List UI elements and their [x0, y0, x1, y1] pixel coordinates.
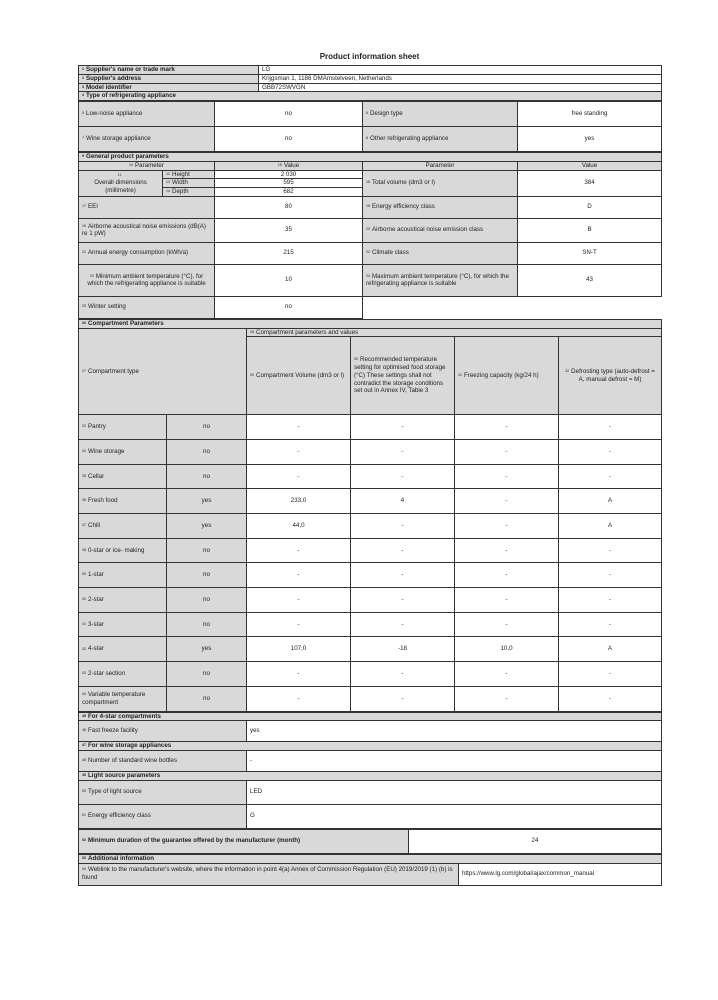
- compartment-volume-header: Compartment Volume (dm3 or l): [256, 371, 345, 379]
- compartment-table: 26 Compartment Parameters 27 Compartment type 28 Compartment parameters and values 29 Compartment Volume (dm3 or l) 30 Recommended temperature setting for optimised food storage (°C) These settings shall not contradict the storage conditions set out in Annex IV, Table 3 31 Freezing capacity (kg/24 h) 32 Defrosting type (auto-defrost = A, manual defrost = M) 33 Pantry no - - - - 34 Wine storage no - - - - 35 Cellar no - - - - 36 Fresh food yes 233,0 4 - A 37 Chill yes 44,0 - - A 38 0-star or ice- making no - - - - 39 1-star no - - - - 40 2-star no - - - - 41 3-star no - - - - 42 4-star yes 107,0 -18 10,0 A 43 2-star section no - - - - 44 Variable temperature compartment no - - - -: [78, 319, 662, 712]
- eei-value: 80: [215, 196, 363, 218]
- compartment-volume: -: [247, 563, 351, 588]
- parameter-header-left: Parameter: [135, 161, 164, 169]
- compartment-volume: 233,0: [247, 489, 351, 514]
- compartment-freezing: -: [455, 588, 559, 613]
- supplier-address-value: Krijgsman 1, 1186 DMAmstelveen, Netherlands: [259, 74, 662, 83]
- sheet-title: Product information sheet: [319, 52, 420, 61]
- compartment-name: 2-star: [88, 596, 104, 604]
- compartment-freezing: -: [455, 489, 559, 514]
- compartment-present: yes: [167, 489, 247, 514]
- compartment-row: [79, 489, 662, 514]
- compartment-name: 4-star: [88, 645, 104, 653]
- compartment-row: [79, 588, 662, 613]
- compartment-name: 1-star: [88, 571, 104, 579]
- climate-class-value: SN-T: [518, 242, 662, 264]
- light-type-label: Type of light source: [88, 788, 142, 796]
- compartment-number: 41: [82, 621, 86, 626]
- compartment-number: 40: [82, 597, 86, 602]
- compartment-number: 42: [82, 646, 86, 651]
- compartment-row: [79, 563, 662, 588]
- compartment-present: no: [167, 415, 247, 440]
- wine-bottles-value: -: [247, 751, 662, 772]
- compartment-temp: -: [351, 686, 455, 711]
- parameter-header-right: Parameter: [363, 161, 518, 170]
- value-header-right: Value: [518, 161, 662, 170]
- compartment-freezing: -: [455, 439, 559, 464]
- design-type-value: free standing: [518, 102, 662, 127]
- general-heading: General product parameters: [86, 153, 169, 160]
- compartment-volume: -: [247, 415, 351, 440]
- compartment-present: no: [167, 662, 247, 687]
- compartment-number: 43: [82, 671, 86, 676]
- height-value: 2 030: [215, 170, 363, 179]
- supplier-table: 1 Supplier's name or trade mark LG 2 Supplier's address Krijgsman 1, 1186 DMAmstelveen, Netherlands 3 Model identifier GBB72SWVGN 4 Type of refrigerating appliance: [78, 65, 662, 101]
- airborne-class-value: B: [518, 218, 662, 242]
- compartment-type-header: Compartment type: [88, 367, 139, 375]
- energy-class-label: Energy efficiency class: [372, 203, 435, 211]
- compartment-name: Pantry: [88, 423, 106, 431]
- compartment-row: [79, 415, 662, 440]
- compartment-defrost: A: [559, 489, 662, 514]
- compartment-defrost: -: [559, 415, 662, 440]
- compartment-freezing: -: [455, 662, 559, 687]
- compartment-freezing: -: [455, 415, 559, 440]
- compartment-volume: 107,0: [247, 637, 351, 662]
- compartment-defrost: A: [559, 637, 662, 662]
- compartment-freezing: -: [455, 612, 559, 637]
- compartment-defrost: -: [559, 662, 662, 687]
- compartment-temp: -: [351, 439, 455, 464]
- compartment-freezing: -: [455, 464, 559, 489]
- compartment-row: [79, 464, 662, 489]
- compartment-temp: -: [351, 563, 455, 588]
- min-temp-label: Minimum ambient temperature (°C), for which the refrigerating appliance is suitable: [87, 272, 206, 288]
- compartment-temp: -: [351, 662, 455, 687]
- compartment-present: no: [167, 538, 247, 563]
- compartment-name: Cellar: [88, 472, 105, 480]
- compartment-freezing: -: [455, 514, 559, 539]
- compartment-number: 44: [82, 692, 86, 697]
- design-type-label: Design type: [370, 110, 403, 118]
- compartment-number: 39: [82, 572, 86, 577]
- compartment-volume: -: [247, 588, 351, 613]
- compartment-defrost: -: [559, 563, 662, 588]
- compartment-present: no: [167, 686, 247, 711]
- model-identifier-value: GBB72SWVGN: [259, 83, 662, 92]
- compartment-freezing: -: [455, 686, 559, 711]
- supplier-address-label: Supplier's address: [86, 74, 142, 82]
- compartment-number: 33: [82, 424, 86, 429]
- wine-bottles-label: Number of standard wine bottles: [88, 757, 178, 765]
- depth-value: 682: [215, 188, 363, 197]
- type-table: 5 Low-noise appliance no 6 Design type free standing 7 Wine storage appliance no 8 Other refrigerating appliance yes: [78, 101, 662, 152]
- defrosting-type-header: Defrosting type (auto-defrost = A, manual defrost = M): [571, 368, 655, 383]
- compartment-name: 3-star: [88, 620, 104, 628]
- supplier-name-label: Supplier's name or trade mark: [86, 66, 175, 73]
- supplier-name-value: LG: [259, 66, 662, 75]
- compartment-row: [79, 538, 662, 563]
- four-star-heading: For 4-star compartments: [88, 712, 161, 720]
- wine-heading: For wine storage appliances: [88, 742, 172, 750]
- weblink-value[interactable]: https://www.lg.com/global/ajax/common_manual: [459, 863, 662, 885]
- compartment-name: 0-star or ice- making: [88, 546, 145, 554]
- compartment-values-heading: Compartment parameters and values: [256, 328, 359, 336]
- model-identifier-label: Model identifier: [86, 83, 132, 91]
- compartment-present: no: [167, 588, 247, 613]
- light-class-label: Energy efficiency class: [88, 812, 151, 820]
- compartment-volume: -: [247, 612, 351, 637]
- compartment-volume: -: [247, 662, 351, 687]
- compartment-name: Variable temperature compartment: [82, 690, 146, 706]
- energy-class-value: D: [518, 196, 662, 218]
- compartment-volume: -: [247, 464, 351, 489]
- light-class-value: G: [247, 804, 662, 828]
- wine-storage-label: Wine storage appliance: [86, 135, 151, 143]
- compartment-volume: -: [247, 439, 351, 464]
- guarantee-label: Minimum duration of the guarantee offered by the manufacturer (month): [88, 837, 301, 845]
- compartment-defrost: -: [559, 464, 662, 489]
- low-noise-label: Low-noise appliance: [86, 110, 143, 118]
- compartment-defrost: -: [559, 439, 662, 464]
- additional-table: 53 Additional information 54 Weblink to the manufacturer's website, where the information in point 4(a) Annex of Commission Regulation (EU) 2019/2019 (1) (b) is found https://www.lg.com/global/ajax/common_manual: [78, 854, 662, 886]
- other-appliance-label: Other refrigerating appliance: [370, 135, 449, 143]
- compartment-temp: -: [351, 612, 455, 637]
- compartment-name: Fresh food: [88, 497, 118, 505]
- airborne-class-label: Airborne acoustical noise emission class: [372, 226, 484, 234]
- compartment-temp: -: [351, 588, 455, 613]
- climate-class-label: Climate class: [372, 249, 409, 257]
- min-temp-value: 10: [215, 264, 363, 296]
- eei-label: EEI: [88, 203, 98, 211]
- annual-energy-value: 215: [215, 242, 363, 264]
- other-appliance-value: yes: [518, 127, 662, 152]
- overall-dimensions-label: Overall dimensions (millimetre): [94, 179, 147, 194]
- compartment-volume: -: [247, 686, 351, 711]
- freezing-capacity-header: Freezing capacity (kg/24 h): [464, 371, 539, 379]
- low-noise-value: no: [215, 102, 363, 127]
- compartment-present: no: [167, 439, 247, 464]
- compartment-present: no: [167, 612, 247, 637]
- compartment-row: [79, 662, 662, 687]
- compartment-present: yes: [167, 514, 247, 539]
- compartment-temp: -18: [351, 637, 455, 662]
- compartment-number: 34: [82, 449, 86, 454]
- compartment-row: [79, 514, 662, 539]
- four-star-table: 45 For 4-star compartments 46 Fast freeze facility yes 47 For wine storage appliances 48 Number of standard wine bottles - 49 Light source parameters 50 Type of light source LED 51 Energy efficiency class G: [78, 712, 662, 829]
- max-temp-label: Maximum ambient temperature (°C), for which the refrigerating appliance is suitable: [366, 272, 509, 288]
- general-parameters-table: 9 General product parameters 10 Parameter 15 Value Parameter Value 11 Overall dimensions (millimetre) 12 Height 2 030 16 Total volume (dm3 or l) 384 13 Width 595 14 Depth 682 17 EEI 80 18 Energy efficiency class D 19 Airborne acoustical noise emissions (dB(A) re 1 pW) 35 20 Airborne acoustical noise emission class B 21 Annual energy consumption (kWh/a) 215 22 Climate class SN-T 23 Minimum ambient temperature (°C), for which the refrigerating appliance is suitable 10 24 Maximum ambient temperature (°C), for which the refrigerating appliance is suitable 43 25 Winter setting no: [78, 152, 662, 319]
- guarantee-value: 24: [409, 829, 662, 853]
- compartment-volume: 44,0: [247, 514, 351, 539]
- annual-energy-label: Annual energy consumption (kWh/a): [88, 249, 189, 257]
- compartment-temp: -: [351, 464, 455, 489]
- wine-storage-value: no: [215, 127, 363, 152]
- additional-heading: Additional information: [88, 854, 154, 862]
- compartment-defrost: A: [559, 514, 662, 539]
- weblink-label: Weblink to the manufacturer's website, where the information in point 4(a) Annex of Commission Regulation (EU) 2019/2019 (1) (b) is found: [82, 866, 453, 881]
- value-header-left: Value: [283, 161, 300, 169]
- compartment-volume: -: [247, 538, 351, 563]
- winter-setting-value: no: [215, 296, 363, 318]
- compartment-defrost: -: [559, 538, 662, 563]
- compartment-row: [79, 686, 662, 711]
- light-heading: Light source parameters: [88, 772, 161, 779]
- compartment-present: yes: [167, 637, 247, 662]
- compartment-row: [79, 612, 662, 637]
- compartment-temp: 4: [351, 489, 455, 514]
- compartment-number: 37: [82, 523, 86, 528]
- winter-setting-label: Winter setting: [88, 303, 126, 311]
- compartment-number: 35: [82, 473, 86, 478]
- type-section-heading: Type of refrigerating appliance: [86, 92, 176, 100]
- compartment-name: Wine storage: [88, 447, 125, 455]
- compartment-number: 38: [82, 547, 86, 552]
- compartment-freezing: -: [455, 538, 559, 563]
- compartment-freezing: -: [455, 563, 559, 588]
- product-information-sheet: [78, 50, 661, 886]
- compartment-present: no: [167, 464, 247, 489]
- compartment-number: 36: [82, 498, 86, 503]
- total-volume-label: Total volume (dm3 or l): [372, 179, 435, 187]
- compartment-defrost: -: [559, 612, 662, 637]
- compartment-row: [79, 637, 662, 662]
- compartment-present: no: [167, 563, 247, 588]
- airborne-noise-value: 35: [215, 218, 363, 242]
- fast-freeze-value: yes: [247, 721, 662, 742]
- airborne-noise-label: Airborne acoustical noise emissions (dB(A) re 1 pW): [82, 222, 206, 238]
- fast-freeze-label: Fast freeze facility: [88, 727, 138, 735]
- compartment-defrost: -: [559, 686, 662, 711]
- light-type-value: LED: [247, 780, 662, 804]
- total-volume-value: 384: [518, 170, 662, 196]
- compartment-rows: [79, 415, 662, 711]
- compartment-name: 2-star section: [88, 670, 126, 678]
- compartment-temp: -: [351, 538, 455, 563]
- compartment-row: [79, 439, 662, 464]
- compartment-freezing: 10,0: [455, 637, 559, 662]
- max-temp-value: 43: [518, 264, 662, 296]
- height-label: Height: [172, 170, 190, 178]
- compartment-temp: -: [351, 514, 455, 539]
- width-label: Width: [172, 179, 188, 187]
- compartment-temp: -: [351, 415, 455, 440]
- guarantee-table: 52 Minimum duration of the guarantee offered by the manufacturer (month) 24: [78, 829, 662, 854]
- compartment-defrost: -: [559, 588, 662, 613]
- width-value: 595: [215, 179, 363, 188]
- compartment-heading: Compartment Parameters: [88, 319, 164, 327]
- compartment-name: Chill: [88, 521, 101, 529]
- recommended-temp-header: Recommended temperature setting for optimised food storage (°C) These settings shall not contradict the storage conditions set out in Annex IV, Table 3: [354, 356, 446, 395]
- depth-label: Depth: [172, 188, 189, 195]
